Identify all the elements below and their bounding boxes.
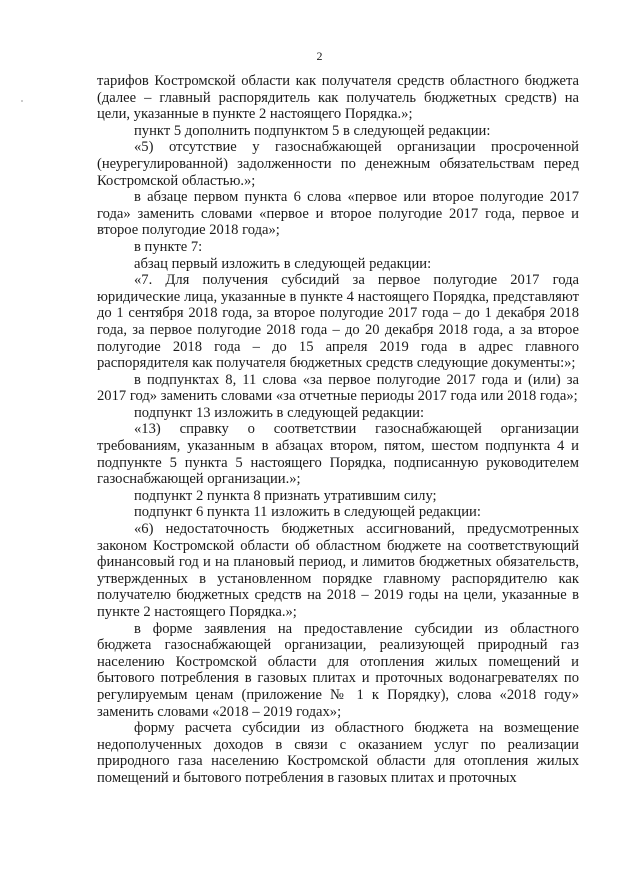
paragraph: абзац первый изложить в следующей редакции: [134,255,432,272]
paragraph: «6) недостаточность бюджетных ассигнований, предусмотренных законом Костромской области об областном бюджете на соответствующий финансовый год и на плановый период, и лимитов бюджетных обязательств, утвержденных в установленном порядке главному распорядителю как получателю бюджетных средств на 2018 – 2019 годы на цели, указанные в пункте 2 настоящего Порядка.»; [97,521,579,620]
paragraph: «13) справку о соответствии газоснабжающей организации требованиям, указанным в абзацах втором, пятом, шестом подпункта 4 и подпункте 5 пункта 5 настоящего Порядка, подписанную руководителем газоснабжающей организации.»; [97,421,579,488]
paragraph: в абзаце первом пункта 6 слова «первое или второе полугодие 2017 года» заменить словами «первое и второе полугодие 2017 года, первое и второе полугодие 2018 года»; [97,189,579,239]
scan-speck [21,100,23,102]
paragraph-continuation: тарифов Костромской области как получателя средств областного бюджета (далее – главный распорядитель как получатель бюджетных средств) на цели, указанные в пункте 2 настоящего Порядка.»; [97,73,579,123]
paragraph: «7. Для получения субсидий за первое полугодие 2017 года юридические лица, указанные в пункте 4 настоящего Порядка, представляют до 1 сентября 2018 года, за второе полугодие 2017 года – до 1 декабря 2018 года, за первое полугодие 2018 года – до 20 декабря 2018 года, а за второе полугодие 2018 года – до 15 апреля 2019 года в адрес главного распорядителя как получателя бюджетных средств следующие документы:»; [97,272,579,372]
document-body [97,73,579,787]
paragraph: «5) отсутствие у газоснабжающей организации просроченной (неурегулированной) задолженности по денежным обязательствам перед Костромской областью.»; [97,139,579,189]
paragraph: подпункт 13 изложить в следующей редакции: [134,404,425,421]
paragraph: форму расчета субсидии из областного бюджета на возмещение недополученных доходов в связи с оказанием услуг по реализации природного газа населению Костромской области для отопления жилых помещений и бытового потребления в газовых плитах и проточных [97,720,579,786]
page-number: 2 [316,49,323,63]
paragraph: в форме заявления на предоставление субсидии из областного бюджета газоснабжающей организации, реализующей природный газ населению Костромской области для отопления жилых помещений и бытового потребления в газовых плитах и проточных водонагревателях по регулируемым ценам (приложение № 1 к Порядку), слова «2018 году» заменить словами «2018 – 2019 годах»; [97,620,579,720]
paragraph: подпункт 6 пункта 11 изложить в следующей редакции: [134,504,481,521]
paragraph: подпункт 2 пункта 8 признать утратившим силу; [134,487,437,504]
paragraph: в пункте 7: [134,238,203,255]
paragraph: в подпунктах 8, 11 слова «за первое полугодие 2017 года и (или) за 2017 год» заменить словами «за отчетные периоды 2017 года или 2018 года»; [97,371,579,405]
paragraph: пункт 5 дополнить подпунктом 5 в следующей редакции: [134,122,491,139]
